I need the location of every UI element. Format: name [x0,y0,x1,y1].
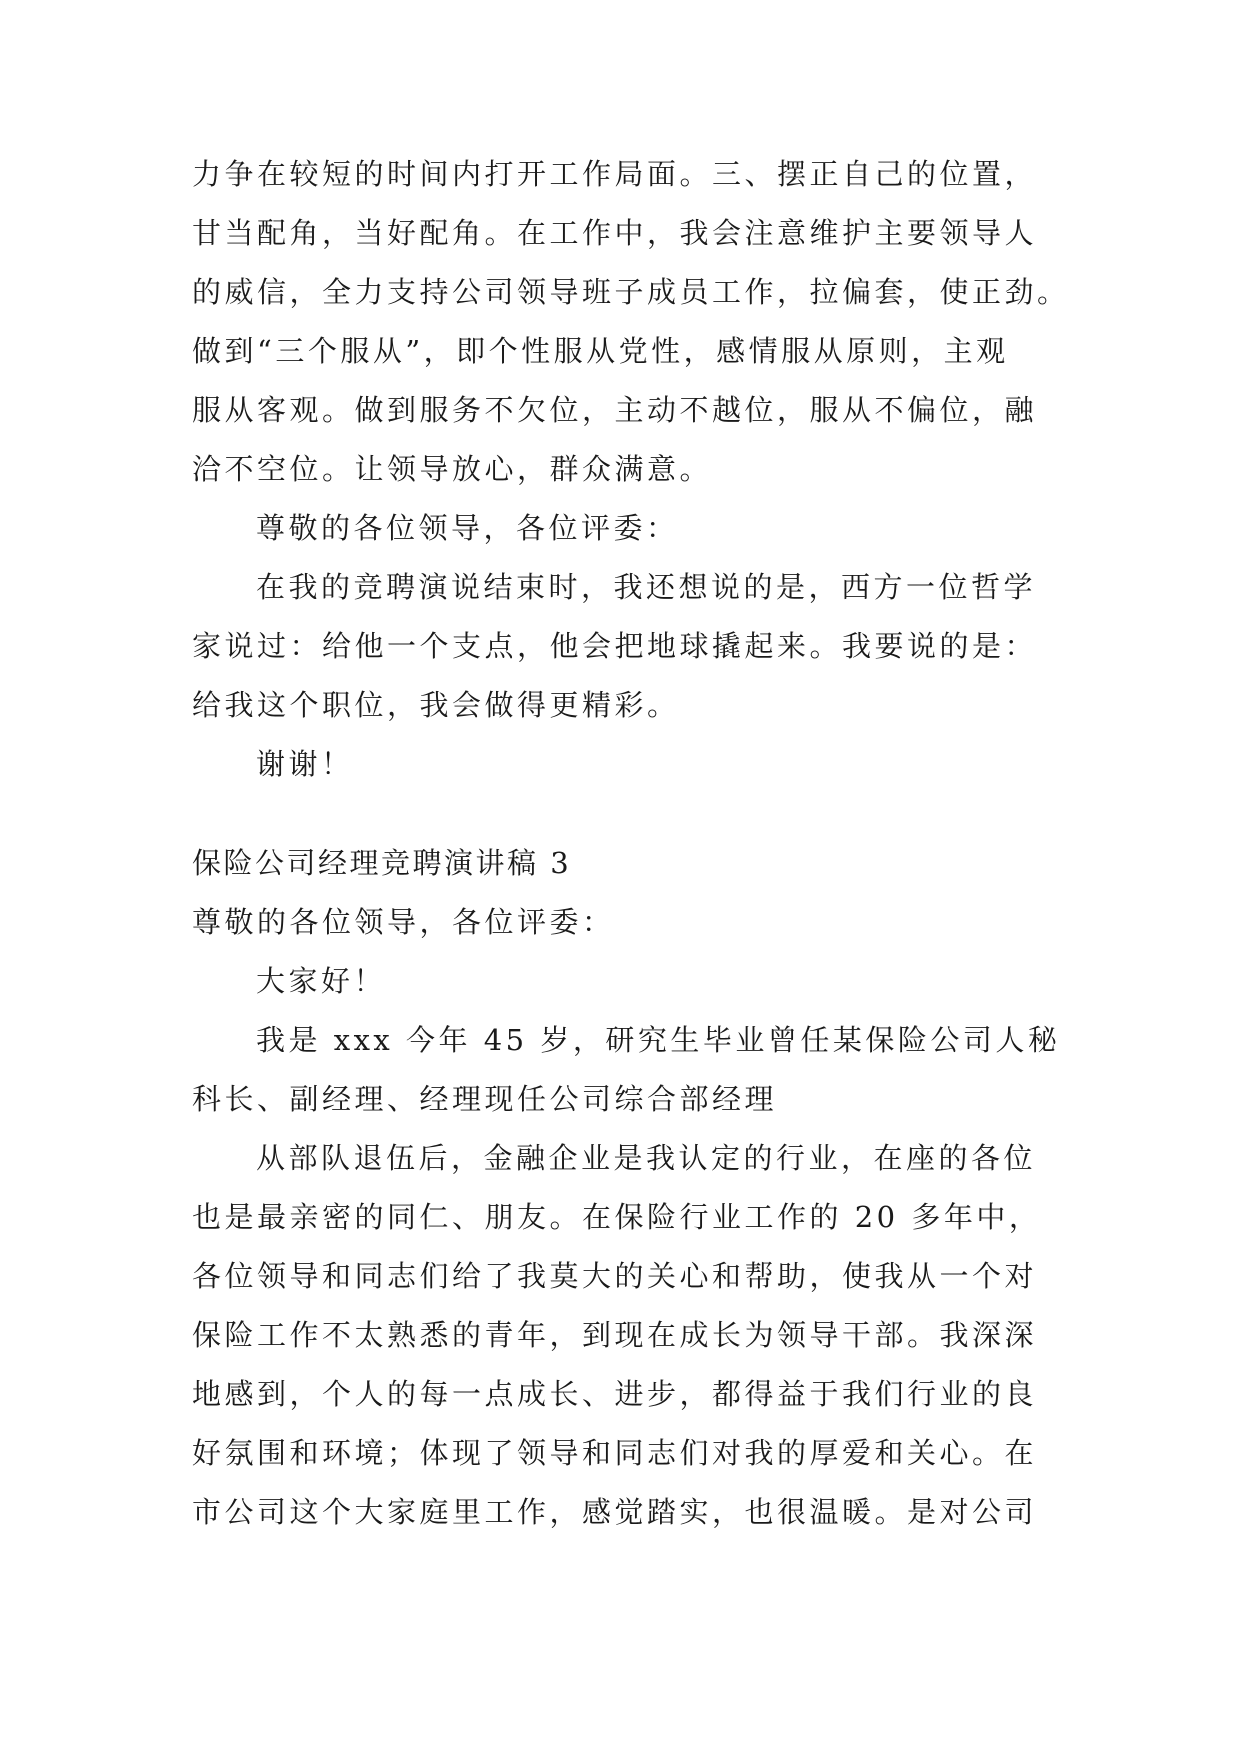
paragraph-line: 市公司这个大家庭里工作，感觉踏实，也很温暖。是对公司 [192,1495,1038,1529]
paragraph-line: 也是最亲密的同仁、朋友。在保险行业工作的 20 多年中， [192,1200,1042,1234]
paragraph-line: 我是 xxx 今年 45 岁，研究生毕业曾任某保险公司人秘 [256,1023,1061,1057]
greeting-line: 大家好！ [256,964,387,998]
paragraph-line: 从部队退伍后，金融企业是我认定的行业，在座的各位 [256,1141,1037,1175]
paragraph-line: 力争在较短的时间内打开工作局面。三、摆正自己的位置， [192,157,1038,191]
paragraph-line: 地感到，个人的每一点成长、进步，都得益于我们行业的良 [192,1377,1038,1411]
salutation-line: 尊敬的各位领导，各位评委： [192,905,615,939]
paragraph-line: 保险工作不太熟悉的青年，到现在成长为领导干部。我深深 [192,1318,1038,1352]
paragraph-line: 的威信，全力支持公司领导班子成员工作，拉偏套，使正劲。 [192,275,1070,309]
paragraph-line: 给我这个职位，我会做得更精彩。 [192,688,680,722]
paragraph-line: 家说过：给他一个支点，他会把地球撬起来。我要说的是： [192,629,1038,663]
paragraph-line: 各位领导和同志们给了我莫大的关心和帮助，使我从一个对 [192,1259,1038,1293]
paragraph-line: 服从客观。做到服务不欠位，主动不越位，服从不偏位，融 [192,393,1038,427]
paragraph-line: 好氛围和环境；体现了领导和同志们对我的厚爱和关心。在 [192,1436,1038,1470]
salutation-line: 尊敬的各位领导，各位评委： [256,511,679,545]
paragraph-line: 做到“三个服从”，即个性服从党性，感情服从原则，主观 [192,334,1009,368]
thanks-line: 谢谢！ [256,747,354,781]
paragraph-line: 洽不空位。让领导放心，群众满意。 [192,452,713,486]
section-title: 保险公司经理竞聘演讲稿 3 [192,846,572,880]
paragraph-line: 在我的竞聘演说结束时，我还想说的是，西方一位哲学 [256,570,1037,604]
paragraph-line: 甘当配角，当好配角。在工作中，我会注意维护主要领导人 [192,216,1038,250]
paragraph-line: 科长、副经理、经理现任公司综合部经理 [192,1082,778,1116]
